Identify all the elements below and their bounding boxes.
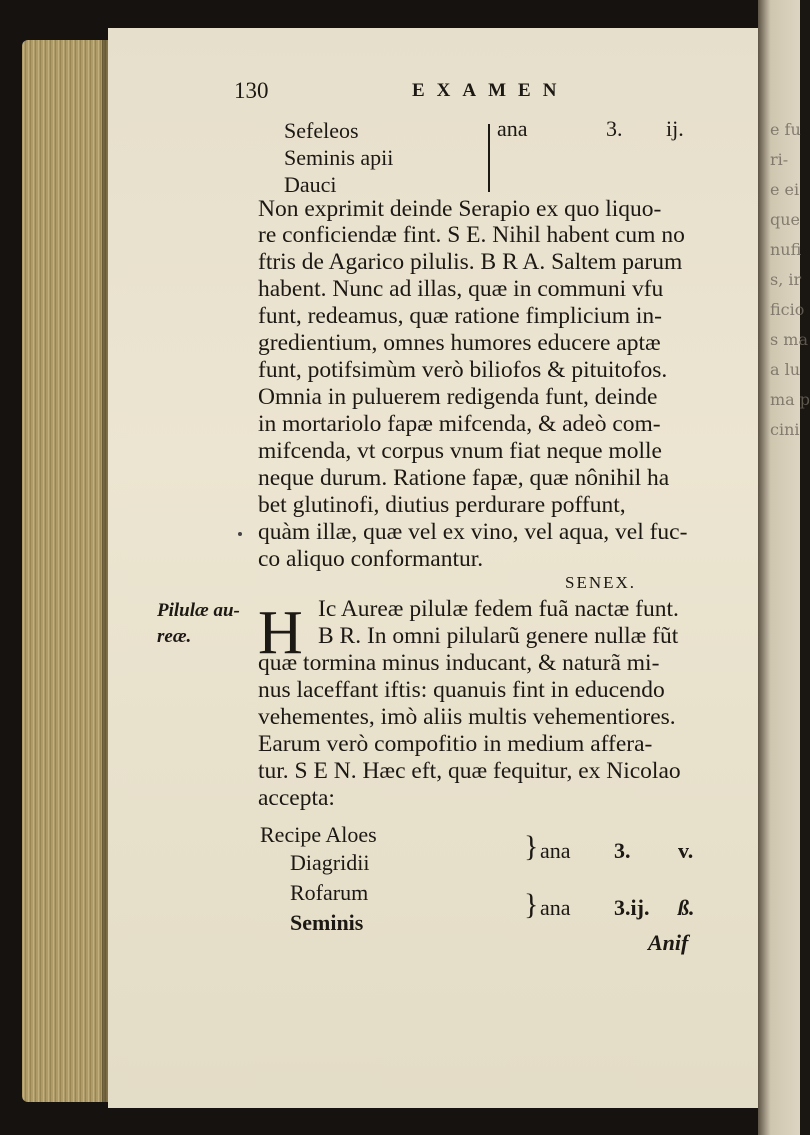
bleed-text-line: a lu bbox=[770, 360, 801, 379]
paragraph-2-line: tur. S E N. Hæc eft, quæ fequitur, ex Nicolao bbox=[258, 758, 681, 784]
ink-speck bbox=[238, 532, 242, 536]
recipe2-brace-2: } bbox=[524, 888, 539, 921]
recipe2-qty-2b: ß. bbox=[678, 895, 695, 920]
recipe2-line-1: Recipe Aloes bbox=[260, 822, 377, 847]
recipe1-qty-2: ij. bbox=[666, 116, 684, 141]
bleed-text-line: ri- bbox=[770, 150, 789, 169]
paragraph-1-line: neque durum. Ratione fapæ, quæ nônihil ha bbox=[258, 465, 670, 491]
bleed-text-line: nufi bbox=[770, 240, 802, 259]
paragraph-2-line-2: B R. In omni pilularũ genere nullæ fũt bbox=[318, 623, 679, 649]
paragraph-1-line: Non exprimit deinde Serapio ex quo liquo- bbox=[258, 196, 662, 222]
recipe2-ana-2: ana bbox=[540, 895, 571, 920]
bleed-text-line: e fu bbox=[770, 120, 801, 139]
bleed-text-line: que bbox=[770, 210, 801, 229]
margin-note-line-2: reæ. bbox=[157, 626, 192, 647]
paragraph-2-line: nus laceffant iftis: quanuis fint in educendo bbox=[258, 677, 665, 703]
paragraph-1-line: funt, potifsimùm verò biliofos & pituitofos. bbox=[258, 357, 668, 383]
initial-capital: H bbox=[258, 599, 303, 667]
recipe2-qty-1a: 3. bbox=[614, 838, 631, 863]
bleed-text-line: e ei bbox=[770, 180, 800, 199]
recipe1-ana: ana bbox=[497, 116, 528, 141]
paragraph-1-line: mifcenda, vt corpus vnum fiat neque molle bbox=[258, 438, 662, 464]
recipe2-brace-1: } bbox=[524, 830, 539, 863]
paragraph-2-line: Earum verò compofitio in medium affera- bbox=[258, 731, 653, 757]
recipe1-item-3: Dauci bbox=[284, 172, 337, 197]
paragraph-1-line: co aliquo conformantur. bbox=[258, 546, 484, 572]
paragraph-1-line: in mortariolo fapæ mifcenda, & adeò com- bbox=[258, 411, 661, 437]
paragraph-2-line: quæ tormina minus inducant, & naturã mi- bbox=[258, 650, 660, 676]
paragraph-1-line: funt, redeamus, quæ ratione fimplicium in- bbox=[258, 303, 662, 329]
paragraph-2-line-1: Ic Aureæ pilulæ fedem fuã nactæ funt. bbox=[318, 596, 679, 622]
paragraph-1-line: ftris de Agarico pilulis. B R A. Saltem parum bbox=[258, 249, 683, 275]
speaker-senex: SENEX. bbox=[565, 573, 637, 592]
page-edges bbox=[22, 40, 112, 1102]
paragraph-1-line: habent. Nunc ad illas, quæ in communi vfu bbox=[258, 276, 664, 302]
recipe2-qty-2a: 3.ij. bbox=[614, 895, 650, 920]
paragraph-2-line: accepta: bbox=[258, 785, 335, 811]
recipe1-qty-1: 3. bbox=[606, 116, 623, 141]
recipe1-item-2: Seminis apii bbox=[284, 145, 394, 170]
paragraph-1-line: re conficiendæ fint. S E. Nihil habent cum no bbox=[258, 222, 685, 248]
recipe2-ana-1: ana bbox=[540, 838, 571, 863]
page-number: 130 bbox=[234, 78, 269, 103]
facing-page-edge bbox=[758, 0, 810, 1135]
recipe2-qty-1b: v. bbox=[678, 838, 694, 863]
paragraph-1-line: bet glutinofi, diutius perdurare poffunt, bbox=[258, 492, 626, 518]
bleed-text-line: ma p bbox=[770, 390, 810, 409]
paragraph-1-line: quàm illæ, quæ vel ex vino, vel aqua, vel fuc- bbox=[258, 519, 688, 545]
recipe2-line-3: Rofarum bbox=[290, 880, 369, 905]
recipe2-line-4: Seminis bbox=[290, 910, 364, 935]
paragraph-1-line: Omnia in puluerem redigenda funt, deinde bbox=[258, 384, 658, 410]
bleed-text-line: s ma bbox=[770, 330, 809, 349]
paragraph-2-line: vehementes, imò aliis multis vehementiores. bbox=[258, 704, 676, 730]
bleed-text-line: s, ir bbox=[770, 270, 802, 289]
recipe1-item-1: Sefeleos bbox=[284, 118, 359, 143]
bleed-text-line: ficio bbox=[770, 300, 805, 319]
bleed-text-line: cini bbox=[770, 420, 800, 439]
margin-note-line-1: Pilulæ au- bbox=[157, 600, 240, 621]
running-head: EXAMEN bbox=[412, 80, 569, 101]
recipe2-line-2: Diagridii bbox=[290, 850, 370, 875]
recipe1-brace bbox=[488, 124, 490, 192]
catchword: Anif bbox=[648, 930, 689, 955]
paragraph-1-line: gredientium, omnes humores educere aptæ bbox=[258, 330, 661, 356]
